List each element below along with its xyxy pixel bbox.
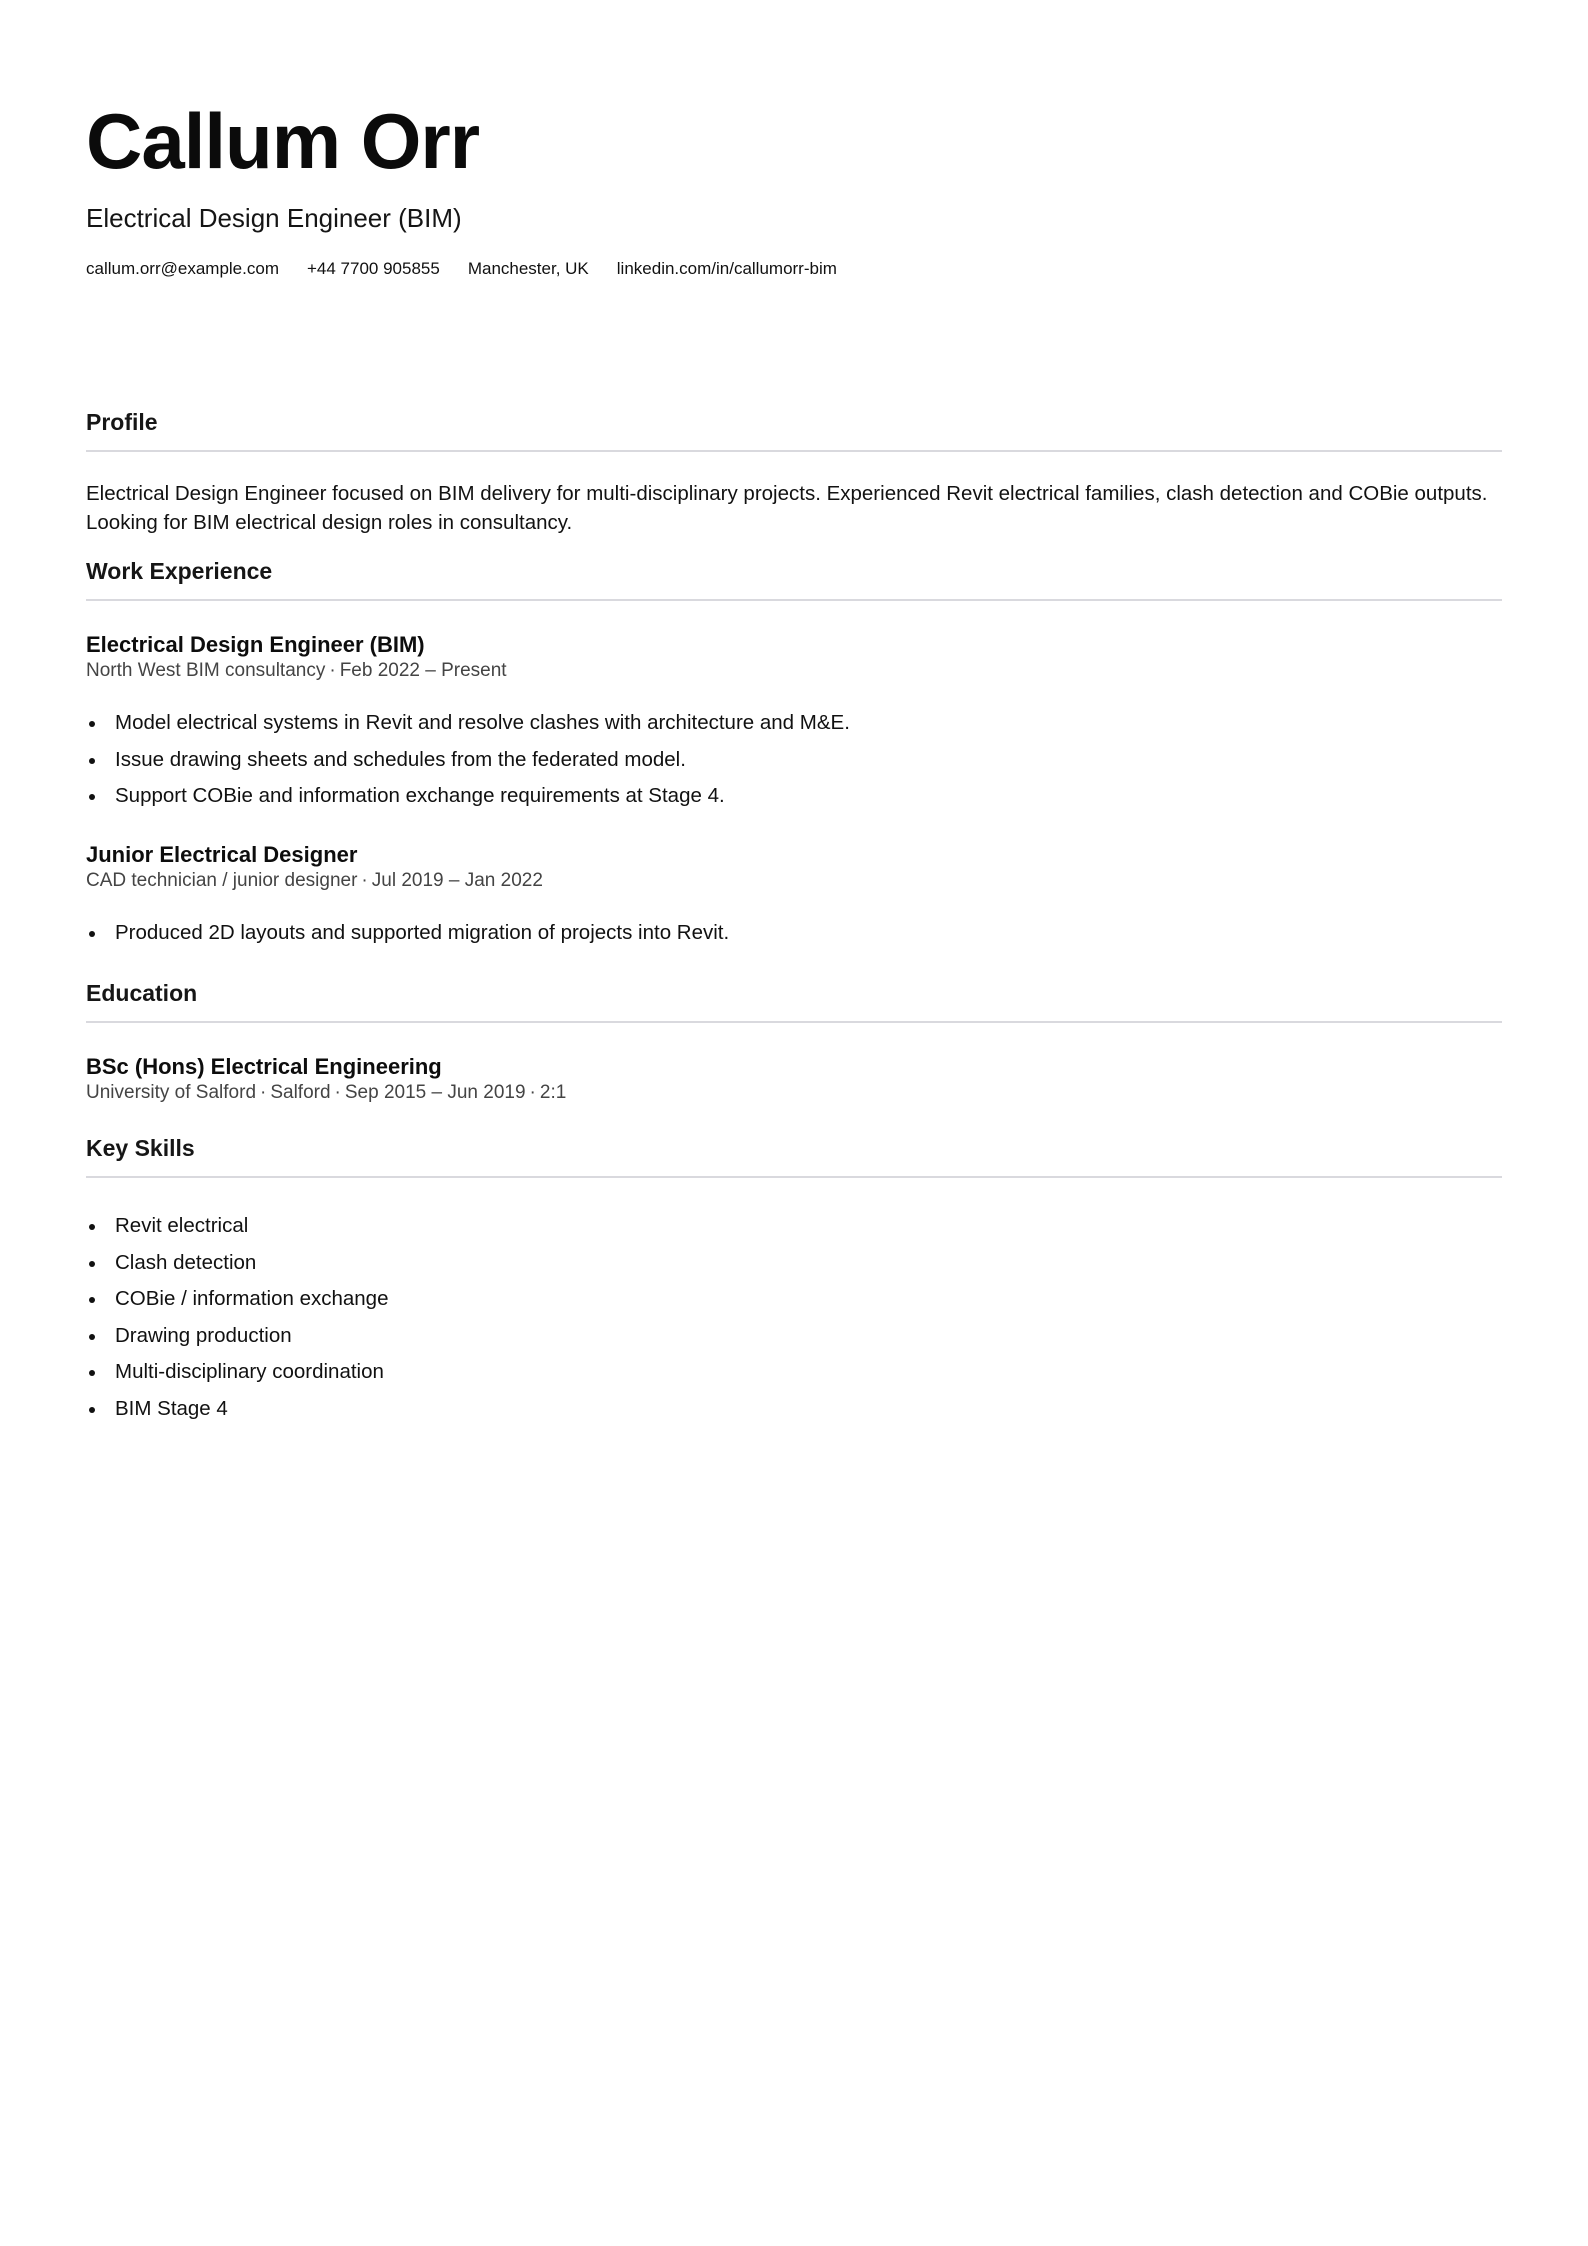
job-bullet: Issue drawing sheets and schedules from the federated model. [86, 742, 1502, 779]
profile-summary: Electrical Design Engineer focused on BIM delivery for multi-disciplinary projects. Experienced Revit electrical families, clash detection and COBie outputs. Looking for BIM electrical design roles in consultancy. [86, 482, 1488, 534]
job-bullet: Model electrical systems in Revit and resolve clashes with architecture and M&E. [86, 705, 1502, 742]
contact-linkedin[interactable]: linkedin.com/in/callumorr-bim [616, 259, 837, 278]
profile-section [86, 408, 1502, 537]
job-company: CAD technician / junior designer [86, 869, 358, 891]
job-bullet: Support COBie and information exchange requirements at Stage 4. [86, 778, 1502, 815]
contact-email[interactable]: callum.orr@example.com [86, 259, 279, 278]
job-dates: Feb 2022 – Present [339, 660, 507, 681]
work-experience-section [86, 557, 1502, 951]
job-bullets [86, 915, 1502, 952]
job-bullets [86, 705, 1502, 815]
candidate-name: Callum Orr [86, 97, 480, 185]
education-institution: University of Salford [86, 1082, 257, 1103]
contact-location: Manchester, UK [467, 259, 589, 278]
skill-item: Revit electrical [86, 1208, 1502, 1245]
contact-phone: +44 7700 905855 [306, 259, 440, 278]
job-meta: CAD technician / junior designer · Jul 2019 – Jan 2022 [86, 869, 543, 891]
job-dates: Jul 2019 – Jan 2022 [371, 869, 543, 891]
skill-item: COBie / information exchange [86, 1281, 1502, 1318]
education-meta: University of Salford · Salford · Sep 2015 – Jun 2019 · 2:1 [86, 1082, 567, 1103]
education-entry [86, 1053, 1502, 1105]
skill-item: BIM Stage 4 [86, 1391, 1502, 1428]
job-meta: North West BIM consultancy · Feb 2022 – Present [86, 660, 507, 681]
candidate-title: Electrical Design Engineer (BIM) [86, 203, 462, 233]
section-heading-education: Education [86, 979, 1502, 1023]
skills-list [86, 1208, 1502, 1427]
key-skills-section [86, 1134, 1502, 1427]
education-city: Salford [270, 1082, 331, 1103]
section-heading-work-experience: Work Experience [86, 557, 1502, 601]
education-section [86, 979, 1502, 1105]
degree-title: BSc (Hons) Electrical Engineering [86, 1054, 442, 1079]
section-heading-key-skills: Key Skills [86, 1134, 1502, 1178]
job-company: North West BIM consultancy [86, 660, 326, 681]
job-entry [86, 841, 1502, 952]
skill-item: Multi-disciplinary coordination [86, 1354, 1502, 1391]
job-bullet: Produced 2D layouts and supported migration of projects into Revit. [86, 915, 1502, 952]
section-heading-profile: Profile [86, 408, 1502, 452]
education-dates: Sep 2015 – Jun 2019 [344, 1082, 526, 1103]
contact-row [86, 258, 1502, 280]
skill-item: Clash detection [86, 1245, 1502, 1282]
job-title: Junior Electrical Designer [86, 841, 358, 867]
education-grade: 2:1 [539, 1082, 567, 1103]
job-title: Electrical Design Engineer (BIM) [86, 632, 425, 657]
resume-header [86, 0, 1502, 280]
skill-item: Drawing production [86, 1318, 1502, 1355]
job-entry [86, 631, 1502, 815]
